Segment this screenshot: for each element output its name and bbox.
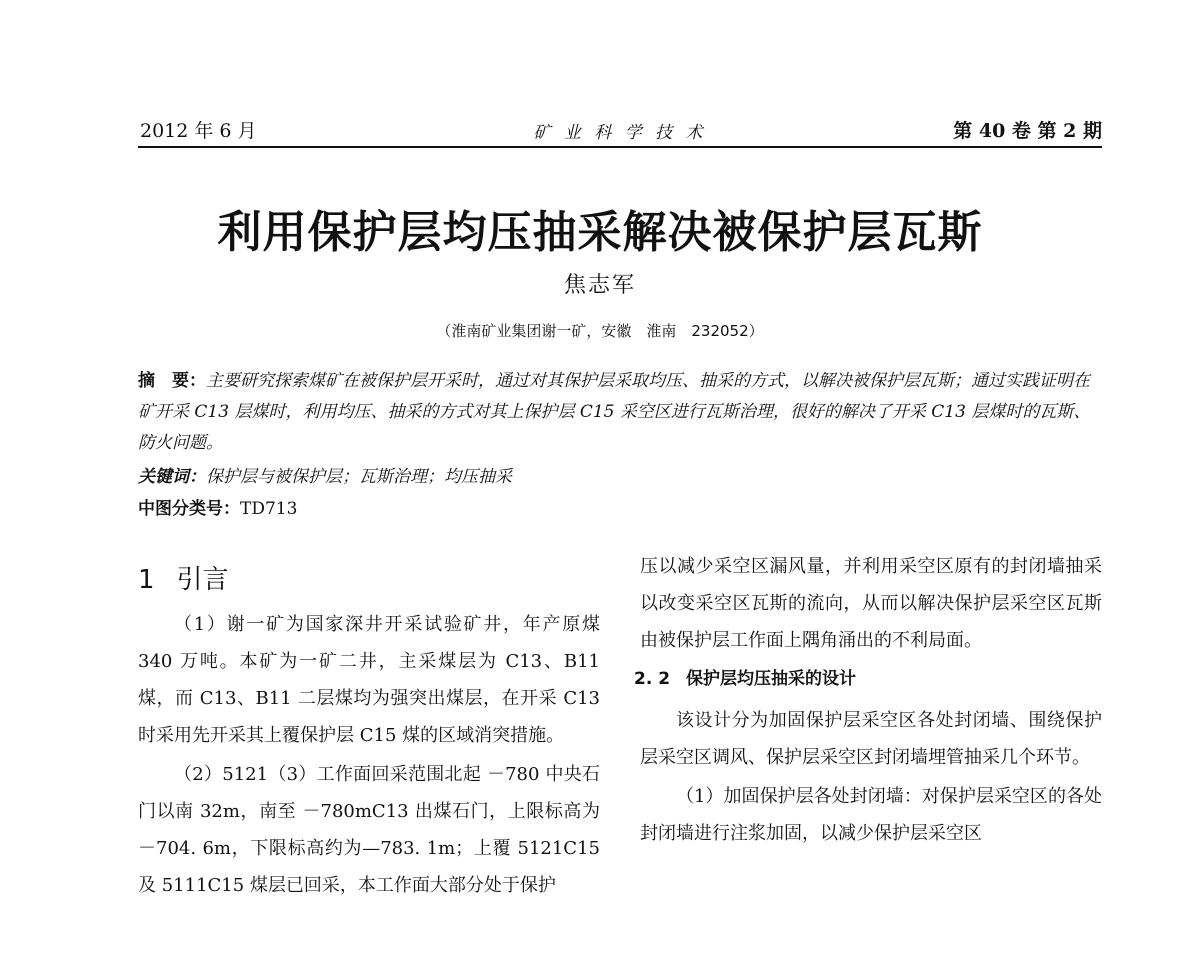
subsection-heading (634, 661, 1102, 698)
header-journal-name: 矿 业 科 学 技 术 (533, 123, 707, 143)
classification-number (138, 496, 1104, 522)
clc-text: TD713 (240, 499, 298, 519)
paper-author: 焦志军 (563, 273, 636, 298)
subsection-title: 保护层均压抽采的设计 (686, 669, 857, 689)
right-column (634, 548, 1102, 854)
section-heading-introduction (138, 560, 600, 600)
section-number: 1 (138, 565, 155, 595)
paragraph-2: （2）5121（3）工作面回采范围北起 －780 中央石门以南 32m，南至 －780mC13 出煤石门，上限标高为 －704. 6m，下限标高约为—783. 1m；上覆 5121C15 及 5111C15 煤层已回采，本工作面大部分处于保护 (138, 764, 600, 896)
abstract (138, 366, 1104, 459)
clc-label: 中图分类号： (138, 499, 240, 519)
paragraph-4: （1）加固保护层各处封闭墙：对保护层采空区的各处封闭墙进行注浆加固，以减少保护层采空区 (640, 786, 1102, 844)
running-header (138, 116, 1102, 148)
header-issue: 第 40 卷 第 2 期 (953, 120, 1102, 142)
paragraph-3: 该设计分为加固保护层采空区各处封闭墙、围绕保护层采空区调风、保护层采空区封闭墙埋管抽采几个环节。 (640, 710, 1102, 768)
keywords-label: 关键词： (138, 467, 206, 487)
subsection-number: 2. 2 (634, 669, 671, 689)
paragraph-1: （1）谢一矿为国家深井开采试验矿井，年产原煤 340 万吨。本矿为一矿二井，主采煤层为 C13、B11 煤，而 C13、B11 二层煤均为强突出煤层，在开采 C13 时采用先开采其上覆保护层 C15 煤的区域消突措施。 (138, 614, 600, 746)
author-affiliation: （淮南矿业集团谢一矿，安徽 淮南 232052） (436, 322, 764, 340)
left-column (138, 548, 600, 906)
header-date: 2012 年 6 月 (140, 120, 257, 142)
abstract-label: 摘 要： (138, 371, 206, 391)
paper-title: 利用保护层均压抽采解决被保护层瓦斯 (217, 207, 983, 258)
paragraph-continued: 压以减少采空区漏风量，并利用采空区原有的封闭墙抽采以改变采空区瓦斯的流向，从而以解决保护层采空区瓦斯由被保护层工作面上隅角涌出的不利局面。 (640, 556, 1102, 651)
section-title: 引言 (176, 565, 229, 595)
keywords-text: 保护层与被保护层；瓦斯治理；均压抽采 (206, 467, 512, 487)
abstract-text: 主要研究探索煤矿在被保护层开采时，通过对其保护层采取均压、抽采的方式，以解决被保护层瓦斯；通过实践证明在矿开采 C13 层煤时，利用均压、抽采的方式对其上保护层 C15 采空区进行瓦斯治理，很好的解决了开采 C13 层煤时的瓦斯、防火问题。 (138, 371, 1091, 453)
keywords (138, 464, 1104, 490)
